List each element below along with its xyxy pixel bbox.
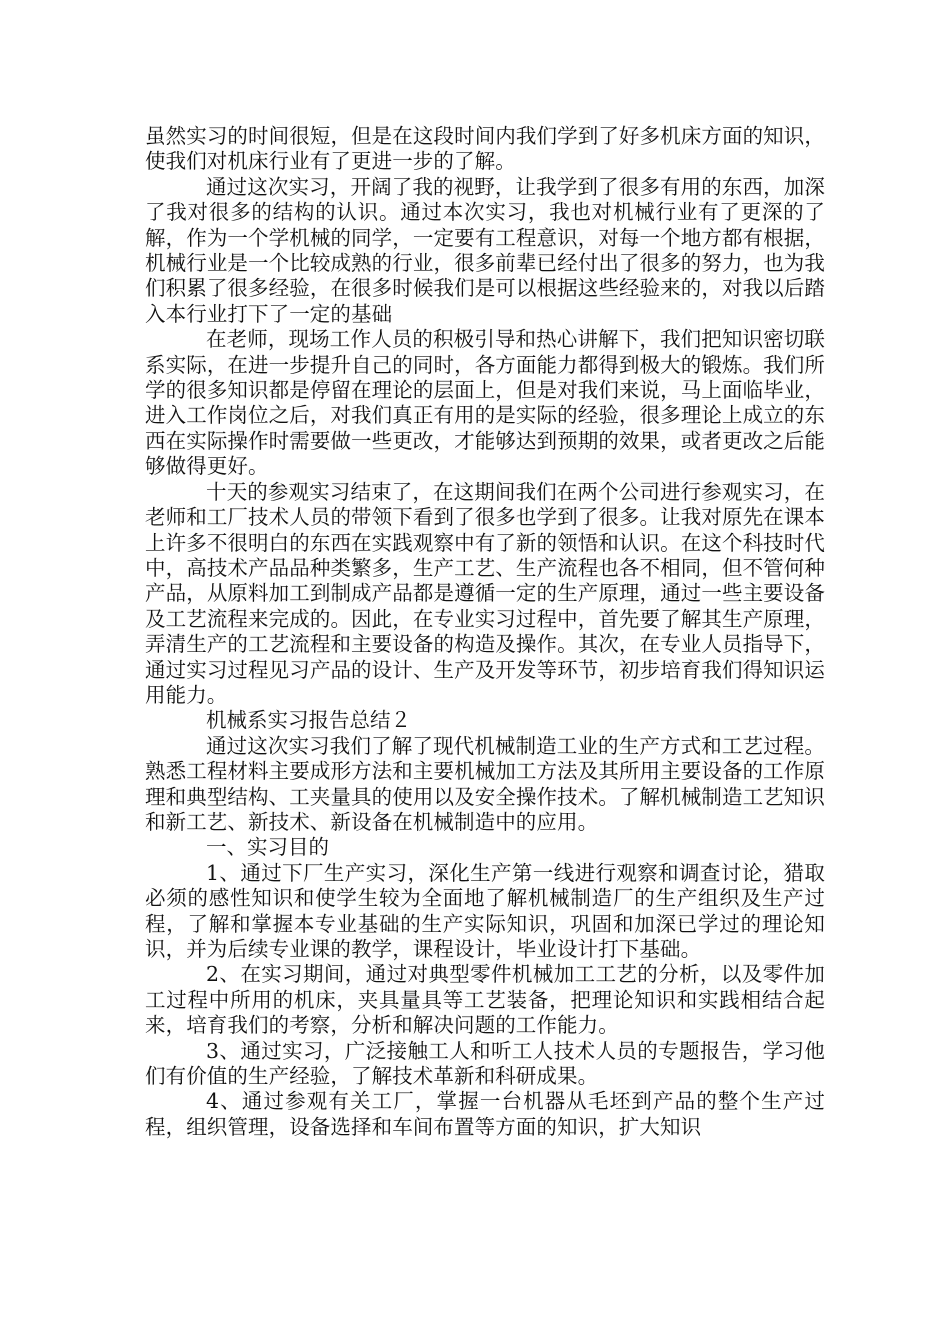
list-item-3: 3、通过实习，广泛接触工人和听工人技术人员的专题报告，学习他们有价值的生产经验，了解技术革新和科研成果。 (145, 1038, 825, 1089)
section-title: 机械系实习报告总结２ (206, 708, 411, 733)
paragraph-3: 在老师，现场工作人员的积极引导和热心讲解下，我们把知识密切联系实际，在进一步提升自己的同时，各方面能力都得到极大的锻炼。我们所学的很多知识都是停留在理论的层面上，但是对我们来说，马上面临毕业，进入工作岗位之后，对我们真正有用的是实际的经验，很多理论上成立的东西在实际操作时需要做一些更改，才能够达到预期的效果，或者更改之后能够做得更好。 (145, 327, 825, 479)
list-item-2: 2、在实习期间，通过对典型零件机械加工工艺的分析，以及零件加工过程中所用的机床，夹具量具等工艺装备，把理论知识和实践相结合起来，培育我们的考察，分析和解决问题的工作能力。 (145, 962, 825, 1038)
paragraph-5: 通过这次实习我们了解了现代机械制造工业的生产方式和工艺过程。熟悉工程材料主要成形方法和主要机械加工方法及其所用主要设备的工作原理和典型结构、工夹量具的使用以及安全操作技术。了解机械制造工艺知识和新工艺、新技术、新设备在机械制造中的应用。 (145, 733, 825, 834)
list-item-1: 1、通过下厂生产实习，深化生产第一线进行观察和调查讨论，猎取必须的感性知识和使学生较为全面地了解机械制造厂的生产组织及生产过程，了解和掌握本专业基础的生产实际知识，巩固和加深已学过的理论知识，并为后续专业课的教学，课程设计，毕业设计打下基础。 (145, 860, 825, 961)
subheading-purpose: 一、实习目的 (206, 835, 329, 860)
document-page (145, 124, 825, 1140)
paragraph-4: 十天的参观实习结束了，在这期间我们在两个公司进行参观实习，在老师和工厂技术人员的带领下看到了很多也学到了很多。让我对原先在课本上许多不很明白的东西在实践观察中有了新的领悟和认识。在这个科技时代中，高技术产品品种类繁多，生产工艺、生产流程也各不相同，但不管何种产品，从原料加工到制成产品都是遵循一定的生产原理，通过一些主要设备及工艺流程来完成的。因此，在专业实习过程中，首先要了解其生产原理，弄清生产的工艺流程和主要设备的构造及操作。其次，在专业人员指导下，通过实习过程见习产品的设计、生产及开发等环节，初步培育我们得知识运用能力。 (145, 479, 825, 707)
paragraph-1: 虽然实习的时间很短，但是在这段时间内我们学到了好多机床方面的知识，使我们对机床行业有了更进一步的了解。 (145, 124, 825, 174)
list-item-4: 4、通过参观有关工厂，掌握一台机器从毛坯到产品的整个生产过程，组织管理，设备选择和车间布置等方面的知识，扩大知识 (145, 1089, 825, 1139)
paragraph-2: 通过这次实习，开阔了我的视野，让我学到了很多有用的东西，加深了我对很多的结构的认识。通过本次实习，我也对机械行业有了更深的了解，作为一个学机械的同学，一定要有工程意识，对每一个地方都有根据，机械行业是一个比较成熟的行业，很多前辈已经付出了很多的努力，也为我们积累了很多经验，在很多时候我们是可以根据这些经验来的，对我以后踏入本行业打下了一定的基础 (145, 174, 825, 326)
